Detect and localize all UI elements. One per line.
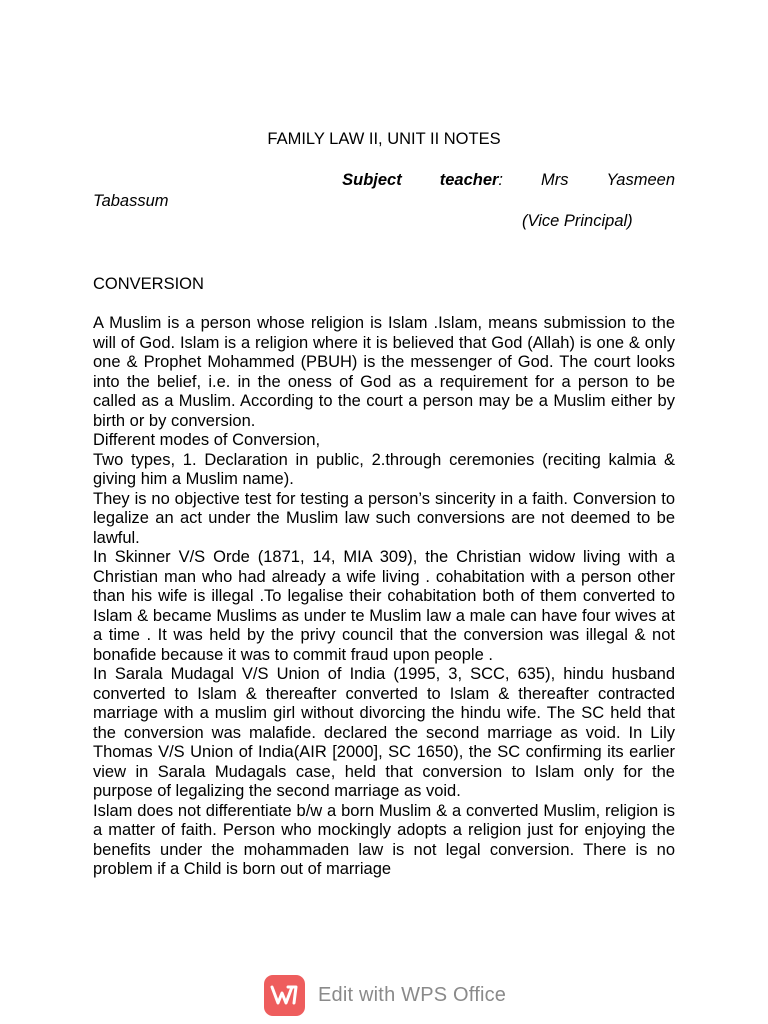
paragraph-definition: A Muslim is a person whose religion is Islam .Islam, means submission to the will of God. Islam is a religion where it is believed that God (Allah) is one & only one & Prophet Mohammed (PBUH) is the messenger of God. The court looks into the belief, i.e. in the oness of God as a requirement for a person to be called as a Muslim. According to the court a person may be a Muslim either by birth or by conversion. [93,314,675,430]
paragraph-faith: Islam does not differentiate b/w a born Muslim & a converted Muslim, religion is a matter of faith. Person who mockingly adopts a religion just for enjoying the benefits under the mohammaden law is not legal conversion. There is no problem if a Child is born out of marriage [93,801,675,878]
teacher-role: (Vice Principal) [522,212,633,230]
wps-watermark [264,974,506,1016]
case-text-lily-thomas: ), the SC confirming its earlier view in Sarala Mudagals case, held that conversion to Islam only for the purpose of legalizing the second marriage as void. [93,743,675,800]
wps-watermark-text: Edit with WPS Office [318,983,507,1006]
body-text [93,314,675,880]
case-text-sarala: hindu husband converted to Islam & thereafter converted to Islam & thereafter contracted marriage with a muslim girl without divorcing the hindu wife. The SC held that the conversion was malafide. declared the second marriage as void. [93,665,675,742]
paragraph-case-sarala [93,665,675,802]
teacher-last-name: Tabassum [93,192,169,210]
subject-label: Subject [342,171,402,189]
case-name-lily-thomas: In Lily Thomas V/S Union of India(AIR [2000], SC 1650 [93,723,676,761]
paragraph-case-skinner [93,548,675,665]
subject-teacher-line [93,170,675,190]
modes-heading: Different modes of Conversion, [93,431,321,449]
teacher-title: Mrs [541,171,569,189]
wps-logo-icon [264,975,305,1016]
paragraph-modes: Two types, 1. Declaration in public, 2.through ceremonies (reciting kalmia & giving him a Muslim name). [93,450,675,488]
document-title: FAMILY LAW II, UNIT II NOTES [267,130,501,148]
case-name-skinner: In Skinner V/S Orde (1871, 14, MIA 309), [93,548,418,566]
teacher-label: teacher: [439,171,504,189]
case-name-sarala: In Sarala Mudagal V/S Union of India (1995, 3, SCC, 635), [93,665,556,683]
case-text-skinner: the Christian widow living with a Christian man who had already a wife living . cohabitation with a person other than his wife is illegal .To legalise their cohabitation both of them converted to Islam & became Muslims as under te Muslim law a male can have four wives at a time . It was held by the privy council that the conversion was illegal & not bonafide because it was to commit fraud upon people . [93,548,675,664]
teacher-first-name: Yasmeen [606,171,675,189]
paragraph-sincerity: They is no objective test for testing a person’s sincerity in a faith. Conversion to legalize an act under the Muslim law such conversions are not deemed to be lawful. [93,489,675,547]
section-heading: CONVERSION [93,275,204,293]
